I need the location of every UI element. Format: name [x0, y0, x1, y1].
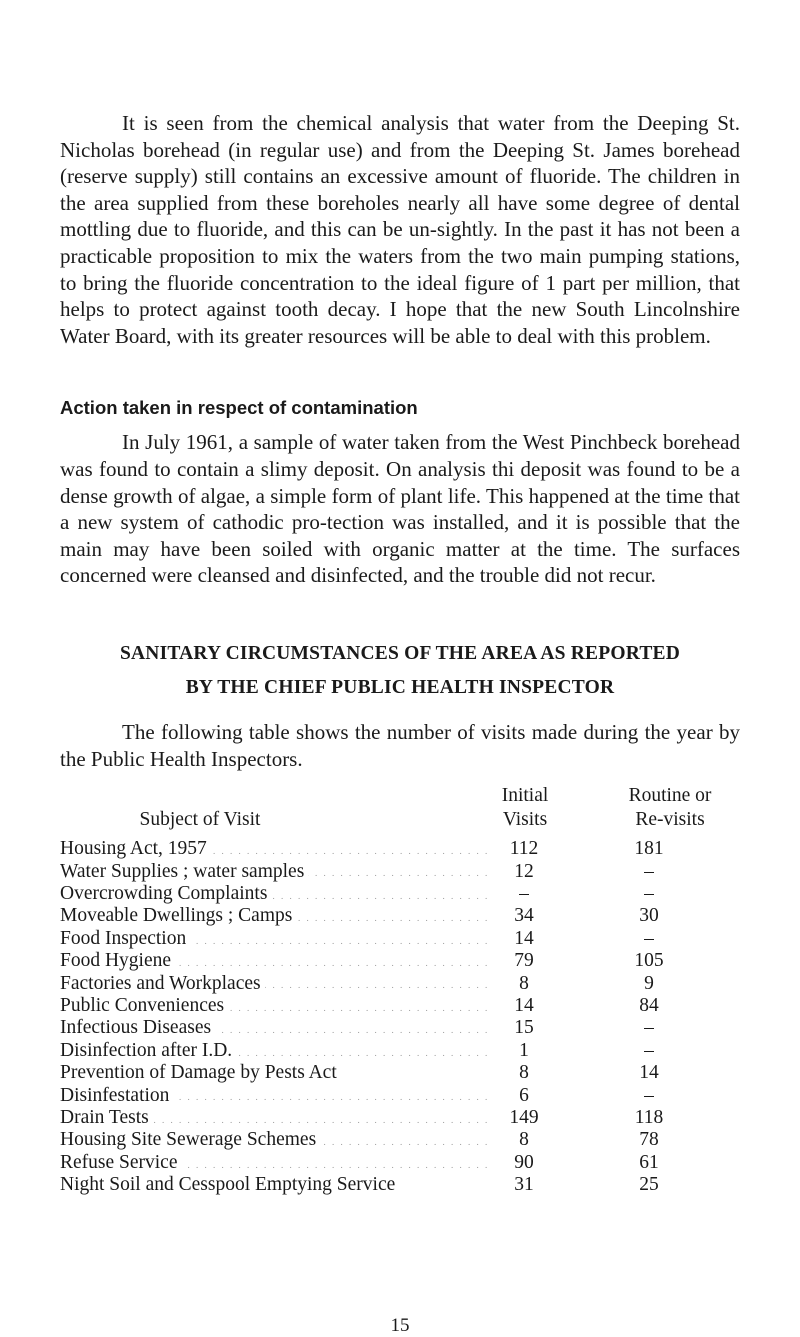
table-row: [60, 995, 740, 1017]
table-row: [60, 972, 740, 994]
table-row: [60, 860, 740, 882]
cell-subject: Moveable Dwellings ; Camps . . .: [60, 905, 490, 927]
table-row: [60, 883, 740, 905]
header-initial-1: Initial: [501, 785, 549, 807]
cell-initial: 14: [514, 995, 534, 1017]
cell-subject: Prevention of Damage by Pests Act: [60, 1062, 490, 1084]
contamination-paragraph: In July 1961, a sample of water taken from the West Pinchbeck borehead was found to contain a slimy deposit. On analysis thi deposit was found to be a dense growth of algae, a simple form of plant life. This happened at the time that a new system of cathodic pro-tection was installed, and it is possible that the main may have been soiled with organic matter at the time. The surfaces concerned were cleansed and disinfected, and the trouble did not recur.: [60, 430, 740, 588]
cell-routine: –: [644, 1084, 654, 1106]
table-row: [60, 905, 740, 927]
cell-subject: Public Conveniences . . .: [60, 995, 490, 1017]
cell-subject: Night Soil and Cesspool Emptying Service: [60, 1174, 490, 1196]
cell-routine: 61: [639, 1151, 659, 1173]
cell-initial: 31: [514, 1174, 534, 1196]
table-row: [60, 838, 740, 860]
cell-initial: 15: [514, 1017, 534, 1039]
header-subject: Subject of Visit: [139, 809, 261, 831]
cell-subject: Drain Tests . . .: [60, 1107, 490, 1129]
cell-subject: Factories and Workplaces . . .: [60, 972, 490, 994]
page-number: 15: [390, 1315, 410, 1336]
cell-initial: 6: [519, 1084, 529, 1106]
header-routine-2: Re-visits: [635, 809, 705, 831]
cell-routine: 30: [639, 905, 659, 927]
table-row: [60, 1017, 740, 1039]
table-row: [60, 1062, 740, 1084]
table-row: [60, 928, 740, 950]
cell-subject: Water Supplies ; water samples . . .: [60, 860, 490, 882]
cell-initial: 8: [519, 972, 529, 994]
cell-initial: 1: [519, 1039, 529, 1061]
fluoride-paragraph: It is seen from the chemical analysis that water from the Deeping St. Nicholas borehead (in regular use) and from the Deeping St. James borehead (reserve supply) still contains an excessive amount of fluoride. The children in the area supplied from these boreholes nearly all have some degree of dental mottling due to fluoride, and this can be un-sightly. In the past it has not been a practicable proposition to mix the waters from the two main pumping stations, to bring the fluoride concentration to the ideal figure of 1 part per million, that helps to protect against tooth decay. I hope that the new South Lincolnshire Water Board, with its greater resources will be able to deal with this problem.: [60, 111, 740, 348]
section-title-line1: SANITARY CIRCUMSTANCES OF THE AREA AS REPORTED: [119, 642, 681, 664]
cell-initial: 34: [514, 905, 534, 927]
cell-initial: 112: [509, 838, 539, 860]
table-row: [60, 1040, 740, 1062]
cell-initial: 8: [519, 1062, 529, 1084]
table-intro: The following table shows the number of visits made during the year by the Public Health Inspectors.: [60, 719, 740, 771]
cell-routine: 84: [639, 995, 659, 1017]
cell-subject: Disinfestation . . .: [60, 1084, 490, 1106]
table-row: [60, 1174, 740, 1196]
cell-initial: 79: [514, 950, 534, 972]
cell-initial: –: [519, 883, 529, 905]
cell-subject: Infectious Diseases . . .: [60, 1017, 490, 1039]
cell-routine: –: [644, 883, 654, 905]
cell-subject: Housing Site Sewerage Schemes . . .: [60, 1129, 490, 1151]
cell-initial: 90: [514, 1151, 534, 1173]
cell-routine: 14: [639, 1062, 659, 1084]
cell-routine: 78: [639, 1129, 659, 1151]
cell-subject: Overcrowding Complaints . . .: [60, 883, 490, 905]
cell-subject: Food Hygiene . . .: [60, 950, 490, 972]
cell-routine: 181: [634, 838, 664, 860]
cell-subject: Housing Act, 1957 . . .: [60, 838, 490, 860]
cell-routine: –: [644, 860, 654, 882]
contamination-heading: Action taken in respect of contamination: [60, 397, 418, 419]
cell-subject: Refuse Service . . .: [60, 1152, 490, 1174]
table-header: [60, 782, 740, 838]
cell-routine: 118: [634, 1106, 664, 1128]
cell-initial: 14: [514, 927, 534, 949]
cell-routine: –: [644, 927, 654, 949]
cell-initial: 8: [519, 1129, 529, 1151]
cell-initial: 149: [509, 1106, 539, 1128]
cell-routine: 25: [639, 1174, 659, 1196]
table-row: [60, 950, 740, 972]
cell-routine: 9: [644, 972, 654, 994]
table-row: [60, 1152, 740, 1174]
section-title-line2: BY THE CHIEF PUBLIC HEALTH INSPECTOR: [185, 676, 615, 698]
page-content: [60, 110, 740, 1196]
cell-routine: 105: [634, 950, 664, 972]
table-row: [60, 1129, 740, 1151]
header-initial-2: Visits: [502, 809, 548, 831]
visits-table: [60, 838, 740, 1196]
table-row: [60, 1107, 740, 1129]
header-routine-1: Routine or: [628, 785, 712, 807]
cell-subject: Disinfection after I.D. . . .: [60, 1040, 490, 1062]
cell-subject: Food Inspection . . .: [60, 928, 490, 950]
cell-initial: 12: [514, 860, 534, 882]
table-row: [60, 1084, 740, 1106]
cell-routine: –: [644, 1039, 654, 1061]
cell-routine: –: [644, 1017, 654, 1039]
